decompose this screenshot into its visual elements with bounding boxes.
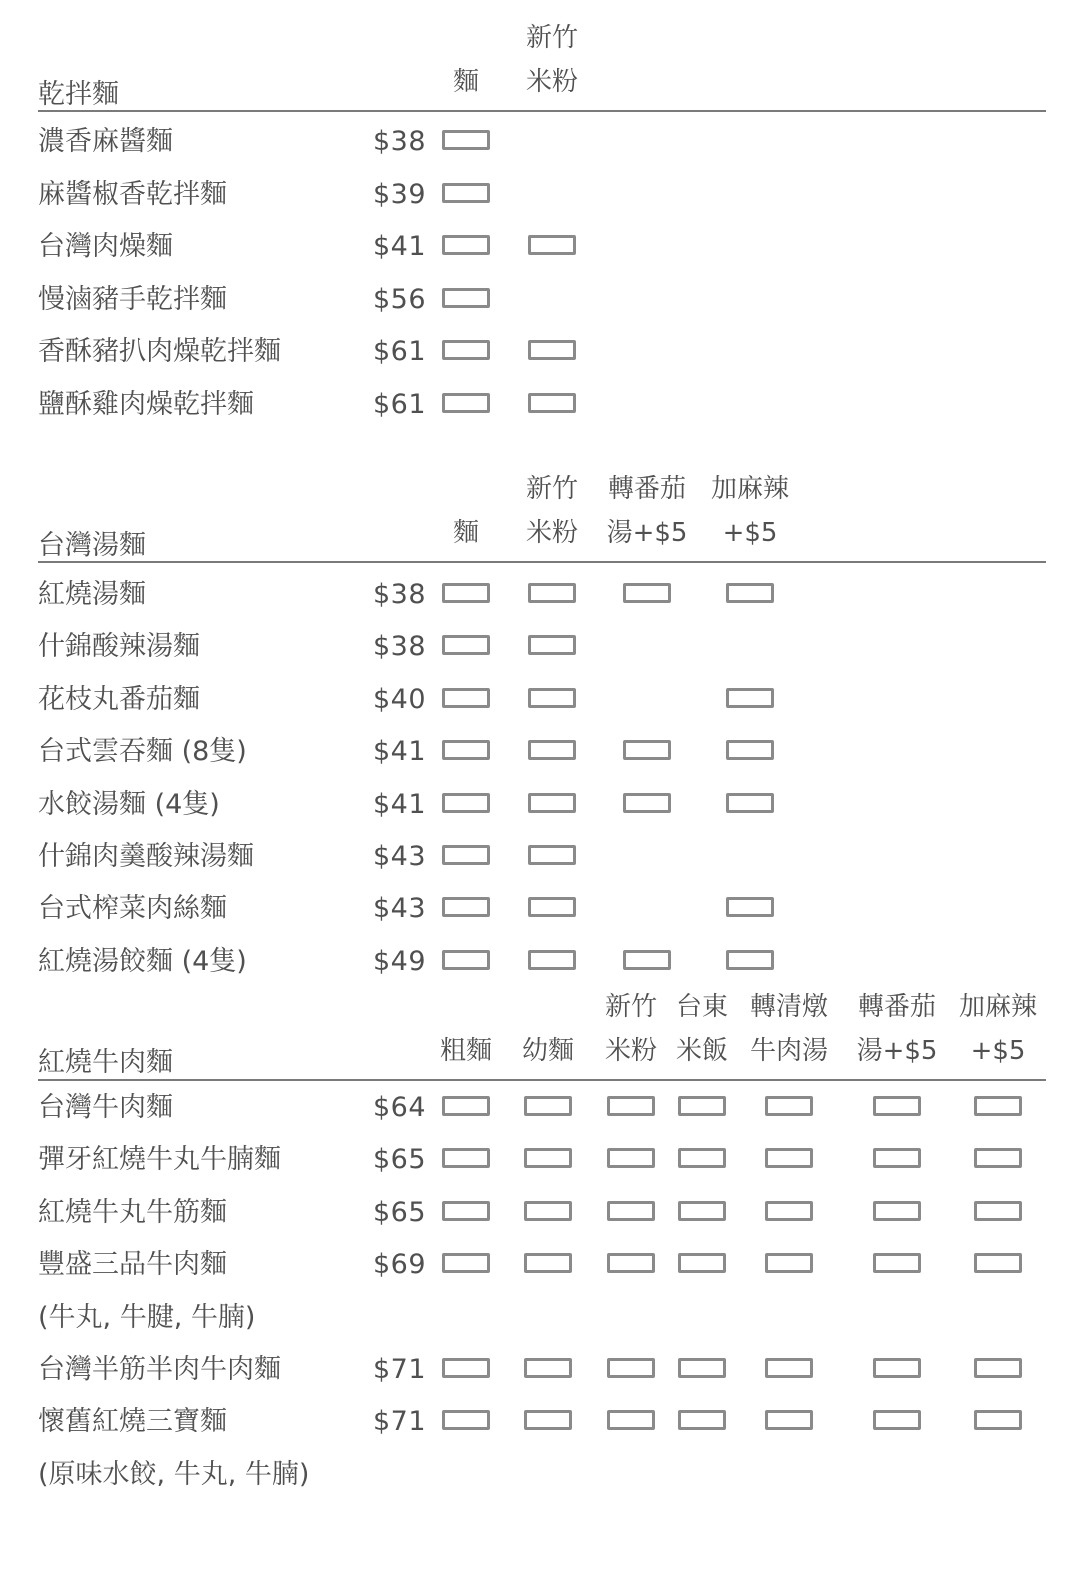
menu-item-row (0, 1187, 1080, 1239)
item-name: 什錦酸辣湯麵 (38, 631, 200, 663)
option-checkbox[interactable] (442, 1201, 490, 1221)
column-header (592, 467, 702, 555)
item-name: 紅燒湯餃麵 (4隻) (38, 945, 247, 977)
column-header (502, 16, 602, 104)
option-checkbox[interactable] (442, 635, 490, 655)
column-header-line: 轉番茄 (607, 474, 686, 504)
item-name: 紅燒牛丸牛筋麵 (38, 1196, 227, 1228)
item-price: $64 (373, 1092, 427, 1123)
column-header (847, 985, 947, 1073)
column-header (662, 985, 742, 1073)
option-checkbox[interactable] (442, 1410, 490, 1430)
menu-item-row (0, 221, 1080, 273)
item-name: 懷舊紅燒三寶麵 (38, 1406, 227, 1438)
item-name: 香酥豬扒肉燥乾拌麵 (38, 336, 281, 368)
option-checkbox[interactable] (528, 688, 576, 708)
menu-item-row (0, 936, 1080, 988)
option-checkbox[interactable] (607, 1358, 655, 1378)
item-name: 水餃湯麵 (4隻) (38, 788, 220, 820)
option-checkbox[interactable] (873, 1410, 921, 1430)
column-header (695, 467, 805, 555)
column-header-line: 新竹 (525, 23, 578, 53)
column-header-line: 米粉 (525, 518, 578, 548)
column-header-line: 湯+$5 (856, 1036, 938, 1066)
option-checkbox[interactable] (442, 1358, 490, 1378)
option-checkbox[interactable] (528, 740, 576, 760)
item-name: 什錦肉羹酸辣湯麵 (38, 841, 254, 872)
option-checkbox[interactable] (873, 1358, 921, 1378)
item-price: $40 (373, 683, 427, 715)
item-price: $39 (373, 178, 427, 210)
item-note: (原味水餃, 牛丸, 牛腩) (38, 1458, 310, 1490)
column-header-line: 加麻辣 (710, 474, 789, 504)
option-checkbox[interactable] (528, 235, 576, 255)
menu-item-row (0, 883, 1080, 935)
column-header-line: 湯+$5 (606, 518, 688, 548)
menu-item-row (0, 779, 1080, 831)
item-name: 台式雲吞麵 (8隻) (38, 736, 247, 768)
option-checkbox[interactable] (528, 897, 576, 917)
option-checkbox[interactable] (678, 1096, 726, 1116)
option-checkbox[interactable] (873, 1201, 921, 1221)
option-checkbox[interactable] (974, 1201, 1022, 1221)
option-checkbox[interactable] (442, 950, 490, 970)
item-price: $43 (373, 841, 427, 872)
column-header-line: 台東 (675, 992, 728, 1022)
option-checkbox[interactable] (607, 1148, 655, 1168)
item-name: 台灣肉燥麵 (38, 231, 173, 263)
option-checkbox[interactable] (528, 793, 576, 813)
option-checkbox[interactable] (623, 583, 671, 603)
option-checkbox[interactable] (726, 950, 774, 970)
option-checkbox[interactable] (873, 1253, 921, 1273)
option-checkbox[interactable] (528, 583, 576, 603)
item-name: 麻醬椒香乾拌麵 (38, 178, 227, 210)
column-header (421, 1029, 511, 1073)
option-checkbox[interactable] (442, 1148, 490, 1168)
menu-item-row (0, 326, 1080, 378)
menu-item-row (0, 569, 1080, 621)
column-header (421, 60, 511, 104)
menu-item-row (0, 169, 1080, 221)
column-header-line: 加麻辣 (958, 992, 1037, 1022)
column-header-line: +$5 (722, 518, 778, 548)
item-note: (牛丸, 牛腱, 牛腩) (38, 1301, 256, 1333)
option-checkbox[interactable] (442, 393, 490, 413)
option-checkbox[interactable] (442, 130, 490, 150)
option-checkbox[interactable] (765, 1096, 813, 1116)
item-price: $71 (373, 1406, 427, 1438)
item-name: 慢滷豬手乾拌麵 (38, 283, 227, 315)
option-checkbox[interactable] (678, 1201, 726, 1221)
option-checkbox[interactable] (623, 793, 671, 813)
option-checkbox[interactable] (442, 1096, 490, 1116)
option-checkbox[interactable] (873, 1148, 921, 1168)
menu-item-row (0, 1134, 1080, 1186)
menu-item-row (0, 674, 1080, 726)
option-checkbox[interactable] (528, 635, 576, 655)
item-name: 台灣牛肉麵 (38, 1092, 173, 1123)
item-name: 花枝丸番茄麵 (38, 683, 200, 715)
option-checkbox[interactable] (524, 1201, 572, 1221)
menu-item-row (0, 379, 1080, 431)
column-header-line: 新竹 (525, 474, 578, 504)
option-checkbox[interactable] (974, 1253, 1022, 1273)
item-price: $61 (373, 389, 427, 420)
option-checkbox[interactable] (607, 1201, 655, 1221)
item-name: 豐盛三品牛肉麵 (38, 1249, 227, 1281)
option-checkbox[interactable] (974, 1148, 1022, 1168)
item-price: $43 (373, 893, 427, 925)
option-checkbox[interactable] (524, 1148, 572, 1168)
item-name: 濃香麻醬麵 (38, 126, 173, 157)
option-checkbox[interactable] (765, 1148, 813, 1168)
column-header (421, 511, 511, 555)
item-name: 鹽酥雞肉燥乾拌麵 (38, 389, 254, 420)
column-header-line: 麵 (452, 67, 479, 97)
column-header (739, 985, 839, 1073)
option-checkbox[interactable] (726, 740, 774, 760)
menu-item-row (0, 1082, 1080, 1134)
column-header-line: 米飯 (675, 1036, 728, 1066)
column-header-line: 粗麵 (439, 1036, 492, 1066)
option-checkbox[interactable] (528, 950, 576, 970)
option-checkbox[interactable] (623, 950, 671, 970)
item-price: $49 (373, 945, 427, 977)
item-price: $69 (373, 1249, 427, 1281)
option-checkbox[interactable] (678, 1148, 726, 1168)
header-divider (38, 110, 1046, 112)
header-divider (38, 561, 1046, 563)
column-header-line: 牛肉湯 (749, 1036, 828, 1066)
option-checkbox[interactable] (974, 1358, 1022, 1378)
option-checkbox[interactable] (442, 288, 490, 308)
header-divider (38, 1079, 1046, 1081)
option-checkbox[interactable] (765, 1253, 813, 1273)
section-title: 台灣湯麵 (38, 530, 146, 561)
item-price: $41 (373, 788, 427, 820)
column-header-line: 幼麵 (521, 1036, 574, 1066)
item-price: $41 (373, 736, 427, 768)
option-checkbox[interactable] (607, 1253, 655, 1273)
column-header-line: 新竹 (604, 992, 657, 1022)
option-checkbox[interactable] (726, 583, 774, 603)
column-header (948, 985, 1048, 1073)
menu-item-row (0, 726, 1080, 778)
item-price: $41 (373, 231, 427, 263)
item-price: $38 (373, 631, 427, 663)
option-checkbox[interactable] (524, 1358, 572, 1378)
menu-item-row (0, 831, 1080, 883)
menu-item-row (0, 1239, 1080, 1291)
item-price: $61 (373, 336, 427, 368)
option-checkbox[interactable] (528, 845, 576, 865)
option-checkbox[interactable] (524, 1253, 572, 1273)
item-price: $65 (373, 1196, 427, 1228)
option-checkbox[interactable] (442, 235, 490, 255)
section-title: 乾拌麵 (38, 79, 119, 110)
item-price: $38 (373, 579, 427, 610)
menu-item-row (0, 1344, 1080, 1396)
option-checkbox[interactable] (765, 1201, 813, 1221)
column-header-line: 麵 (452, 518, 479, 548)
menu-item-row (0, 116, 1080, 168)
item-name: 彈牙紅燒牛丸牛腩麵 (38, 1144, 281, 1176)
option-checkbox[interactable] (442, 688, 490, 708)
column-header-line: 米粉 (604, 1036, 657, 1066)
option-checkbox[interactable] (442, 845, 490, 865)
option-checkbox[interactable] (442, 1253, 490, 1273)
option-checkbox[interactable] (678, 1253, 726, 1273)
column-header-line: 轉清燉 (749, 992, 828, 1022)
option-checkbox[interactable] (442, 740, 490, 760)
option-checkbox[interactable] (623, 740, 671, 760)
menu-item-row (0, 621, 1080, 673)
option-checkbox[interactable] (607, 1410, 655, 1430)
option-checkbox[interactable] (524, 1410, 572, 1430)
item-price: $65 (373, 1144, 427, 1176)
column-header-line: 轉番茄 (857, 992, 936, 1022)
option-checkbox[interactable] (974, 1096, 1022, 1116)
option-checkbox[interactable] (528, 393, 576, 413)
menu-item-row (0, 1396, 1080, 1448)
item-name: 台灣半筋半肉牛肉麵 (38, 1354, 281, 1385)
option-checkbox[interactable] (765, 1358, 813, 1378)
item-price: $71 (373, 1354, 427, 1385)
item-price: $56 (373, 283, 427, 315)
option-checkbox[interactable] (726, 897, 774, 917)
menu-item-row (0, 274, 1080, 326)
option-checkbox[interactable] (442, 583, 490, 603)
option-checkbox[interactable] (442, 340, 490, 360)
option-checkbox[interactable] (528, 340, 576, 360)
option-checkbox[interactable] (678, 1410, 726, 1430)
option-checkbox[interactable] (726, 688, 774, 708)
option-checkbox[interactable] (442, 897, 490, 917)
item-price: $38 (373, 126, 427, 157)
item-name: 台式榨菜肉絲麵 (38, 893, 227, 925)
option-checkbox[interactable] (442, 183, 490, 203)
column-header-line: +$5 (970, 1036, 1026, 1066)
option-checkbox[interactable] (678, 1358, 726, 1378)
option-checkbox[interactable] (873, 1096, 921, 1116)
section-title: 紅燒牛肉麵 (38, 1047, 173, 1078)
option-checkbox[interactable] (765, 1410, 813, 1430)
item-name: 紅燒湯麵 (38, 579, 146, 610)
column-header (502, 467, 602, 555)
column-header (508, 1029, 588, 1073)
option-checkbox[interactable] (726, 793, 774, 813)
option-checkbox[interactable] (524, 1096, 572, 1116)
option-checkbox[interactable] (607, 1096, 655, 1116)
option-checkbox[interactable] (974, 1410, 1022, 1430)
column-header-line: 米粉 (525, 67, 578, 97)
option-checkbox[interactable] (442, 793, 490, 813)
column-header (591, 985, 671, 1073)
